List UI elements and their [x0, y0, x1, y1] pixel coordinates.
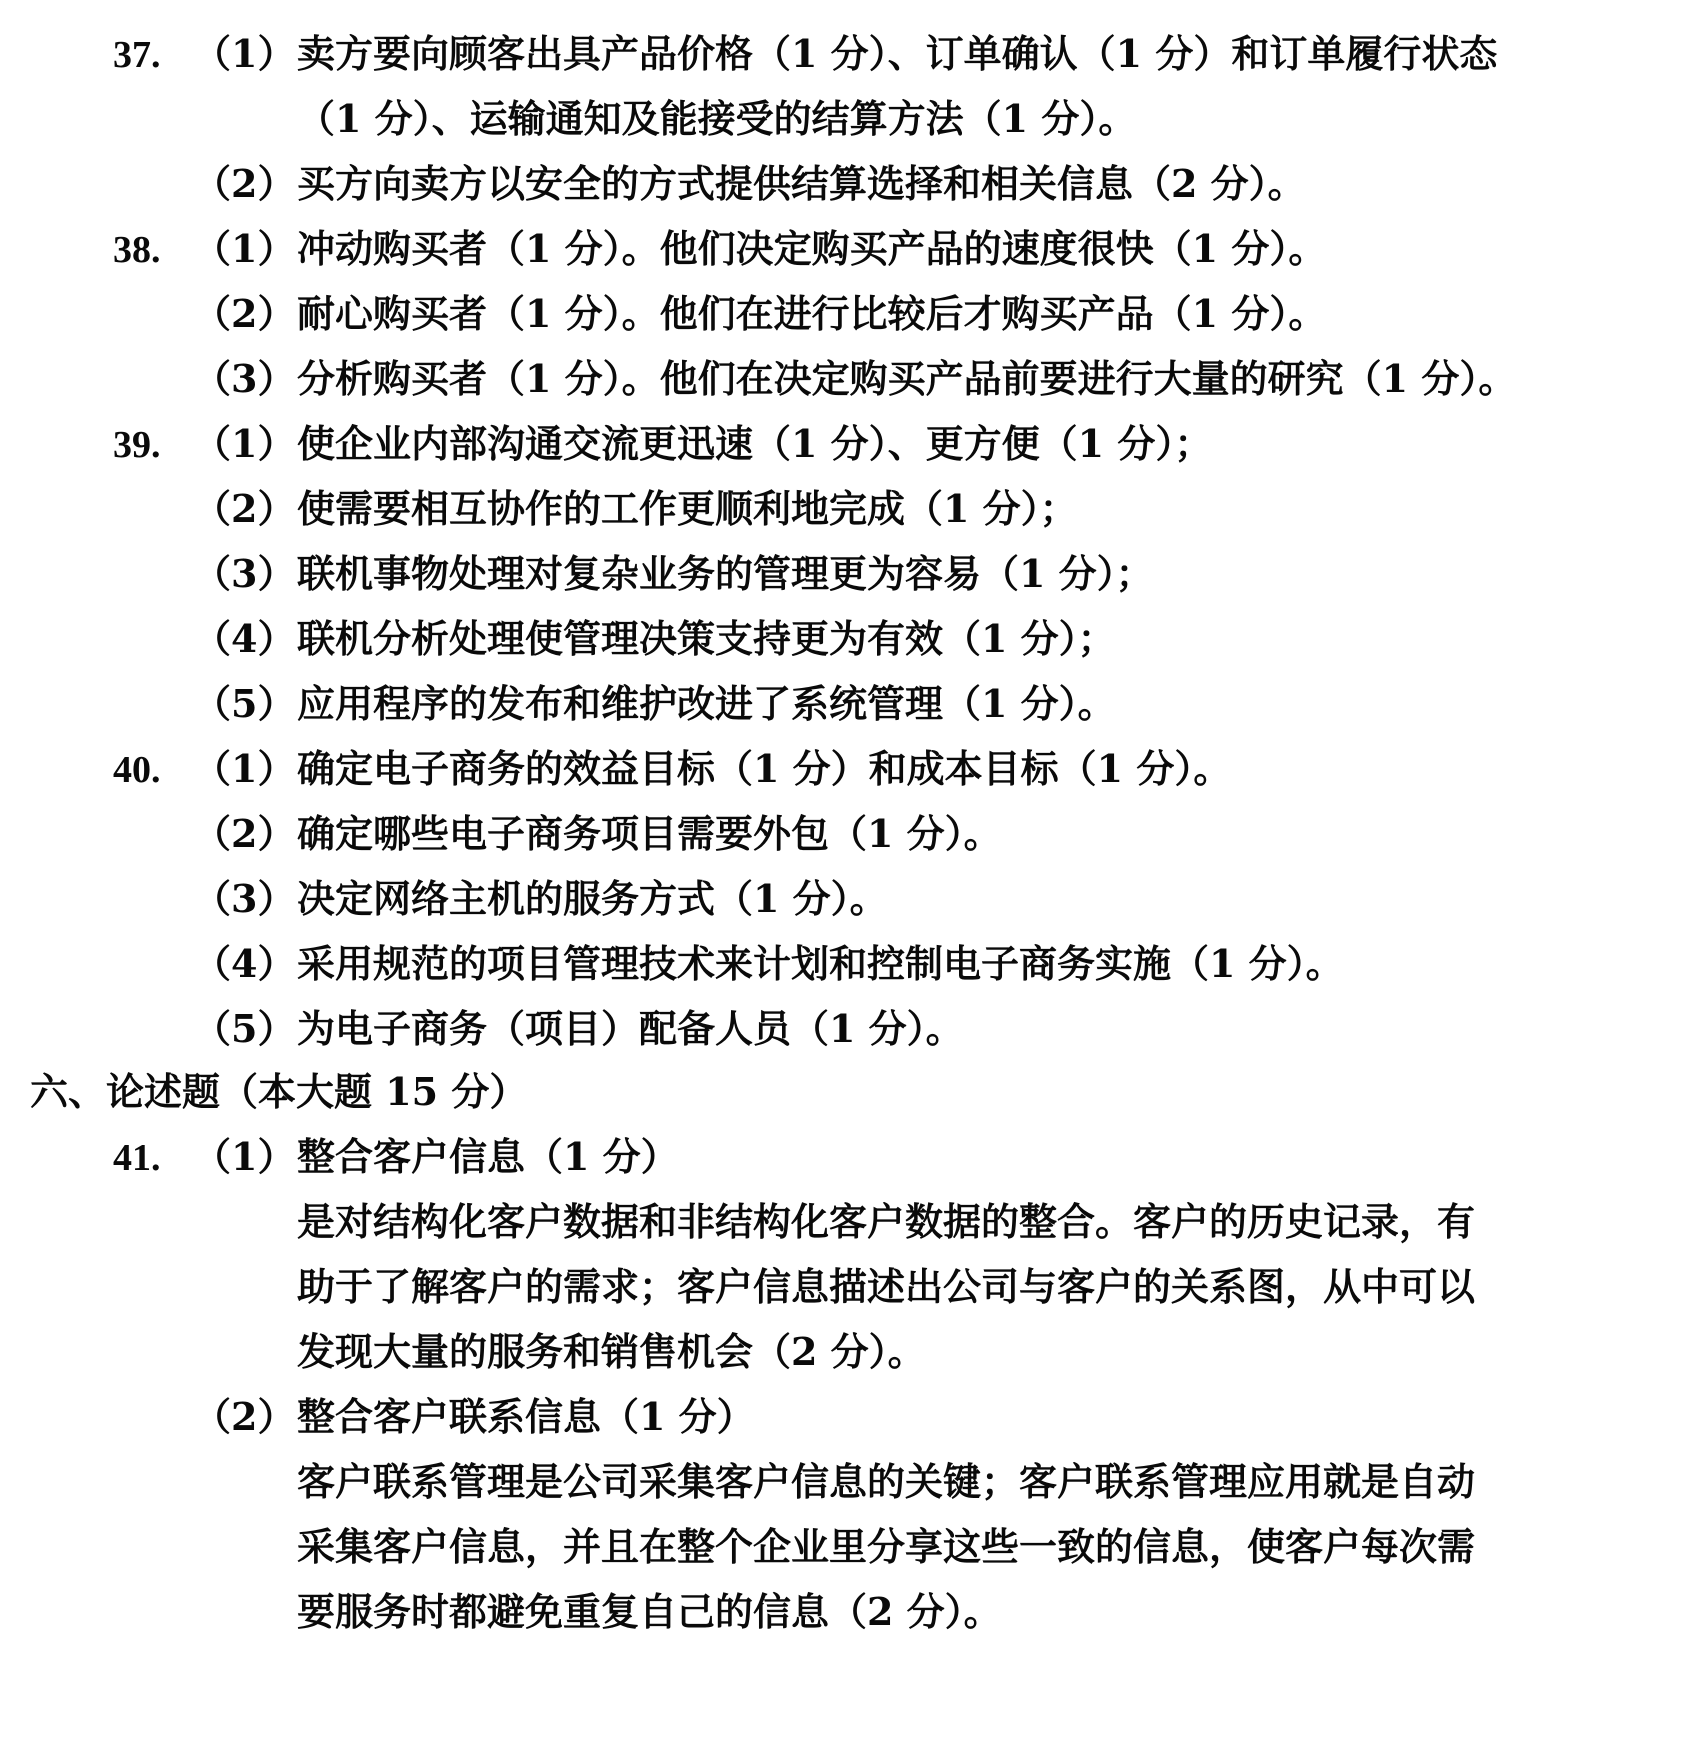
q40-item-3-text: 决定网络主机的服务方式（1 分）。 — [297, 876, 888, 921]
q41-item-1-label: （1） — [193, 1134, 296, 1179]
q40-item-1-text: 确定电子商务的效益目标（1 分）和成本目标（1 分）。 — [297, 746, 1232, 791]
q40-item-2-label: （2） — [193, 811, 296, 856]
q41-item-2-body-line-2: 采集客户信息，并且在整个企业里分享这些一致的信息，使客户每次需 — [297, 1524, 1476, 1569]
q40-item-3 — [193, 876, 888, 921]
q40-number: 40. — [113, 749, 161, 791]
q41-item-1-body-line-1: 是对结构化客户数据和非结构化客户数据的整合。客户的历史记录，有 — [297, 1199, 1476, 1244]
q39-item-5 — [193, 681, 1116, 726]
q39-item-2-text: 使需要相互协作的工作更顺利地完成（1 分）； — [297, 486, 1078, 531]
q38-item-3-text: 分析购买者（1 分）。他们在决定购买产品前要进行大量的研究（1 分）。 — [297, 356, 1517, 401]
q39-item-3-label: （3） — [193, 551, 296, 596]
q41-number: 41. — [113, 1137, 161, 1179]
q39-item-1-label: （1） — [193, 421, 296, 466]
q39-item-5-text: 应用程序的发布和维护改进了系统管理（1 分）。 — [297, 681, 1116, 726]
section-6-heading: 六、论述题（本大题 15 分） — [30, 1069, 528, 1114]
q38-number: 38. — [113, 229, 161, 271]
q37-item-1-text: 卖方要向顾客出具产品价格（1 分）、订单确认（1 分）和订单履行状态 — [297, 31, 1498, 76]
q37-number: 37. — [113, 34, 161, 76]
q38-item-2 — [193, 291, 1327, 336]
q37-item-2-label: （2） — [193, 161, 296, 206]
q41-item-2-heading — [193, 1394, 755, 1439]
q40-item-4 — [193, 941, 1344, 986]
q39-item-4 — [193, 616, 1116, 661]
q39-item-3 — [193, 551, 1154, 596]
q38-item-3 — [193, 356, 1517, 401]
q40-item-4-label: （4） — [193, 941, 296, 986]
q39-item-4-text: 联机分析处理使管理决策支持更为有效（1 分）； — [297, 616, 1116, 661]
q38-item-3-label: （3） — [193, 356, 296, 401]
q39-item-1 — [113, 421, 1213, 466]
q38-item-2-label: （2） — [193, 291, 296, 336]
q39-item-2 — [193, 486, 1078, 531]
q37-item-2 — [193, 161, 1306, 206]
q39-item-4-label: （4） — [193, 616, 296, 661]
q41-item-1-body-line-2: 助于了解客户的需求；客户信息描述出公司与客户的关系图，从中可以 — [297, 1264, 1476, 1309]
q38-item-2-text: 耐心购买者（1 分）。他们在进行比较后才购买产品（1 分）。 — [297, 291, 1327, 336]
q37-item-1-label: （1） — [193, 31, 296, 76]
q40-item-1 — [113, 746, 1232, 791]
q37-item-1-line-1 — [113, 31, 1498, 76]
q40-item-2 — [193, 811, 1002, 856]
q39-item-5-label: （5） — [193, 681, 296, 726]
q40-item-1-label: （1） — [193, 746, 296, 791]
q39-number: 39. — [113, 424, 161, 466]
q41-item-1-heading — [113, 1134, 679, 1179]
q40-item-5-label: （5） — [193, 1006, 296, 1051]
q41-item-2-body-line-3: 要服务时都避免重复自己的信息（2 分）。 — [297, 1589, 1002, 1634]
q37-item-2-text: 买方向卖方以安全的方式提供结算选择和相关信息（2 分）。 — [297, 161, 1306, 206]
q41-item-2-title: 整合客户联系信息（1 分） — [297, 1394, 755, 1439]
q40-item-5 — [193, 1006, 964, 1051]
q38-item-1 — [113, 226, 1327, 271]
q40-item-5-text: 为电子商务（项目）配备人员（1 分）。 — [297, 1006, 964, 1051]
q41-item-1-body-line-3: 发现大量的服务和销售机会（2 分）。 — [297, 1329, 926, 1374]
q38-item-1-label: （1） — [193, 226, 296, 271]
q41-item-1-title: 整合客户信息（1 分） — [297, 1134, 679, 1179]
q41-item-2-label: （2） — [193, 1394, 296, 1439]
q40-item-3-label: （3） — [193, 876, 296, 921]
q40-item-4-text: 采用规范的项目管理技术来计划和控制电子商务实施（1 分）。 — [297, 941, 1344, 986]
q39-item-2-label: （2） — [193, 486, 296, 531]
q40-item-2-text: 确定哪些电子商务项目需要外包（1 分）。 — [297, 811, 1002, 856]
q39-item-3-text: 联机事物处理对复杂业务的管理更为容易（1 分）； — [297, 551, 1154, 596]
q41-item-2-body-line-1: 客户联系管理是公司采集客户信息的关键；客户联系管理应用就是自动 — [297, 1459, 1476, 1504]
q39-item-1-text: 使企业内部沟通交流更迅速（1 分）、更方便（1 分）； — [297, 421, 1213, 466]
q37-item-1-line-2: （1 分）、运输通知及能接受的结算方法（1 分）。 — [297, 96, 1137, 141]
q38-item-1-text: 冲动购买者（1 分）。他们决定购买产品的速度很快（1 分）。 — [297, 226, 1327, 271]
